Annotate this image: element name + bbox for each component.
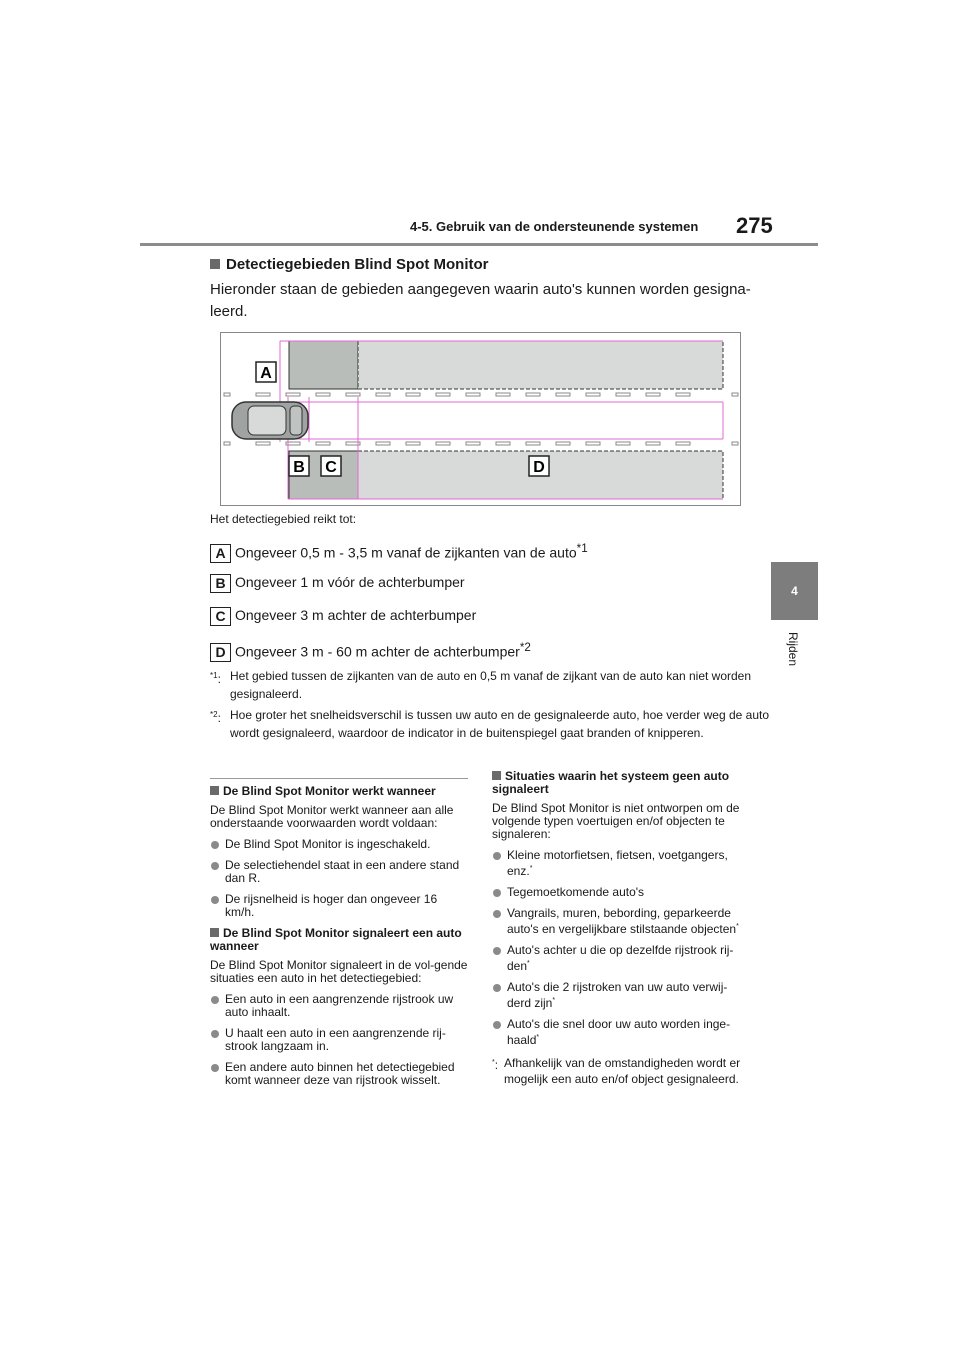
list-item: Een andere auto binnen het detectiegebied komt wanneer deze van rijstrook wisselt. — [210, 1061, 468, 1087]
key-item-c — [210, 605, 476, 625]
list-item: Tegemoetkomende auto's — [492, 886, 750, 899]
key-item-b — [210, 572, 465, 592]
section-heading: De Blind Spot Monitor werkt wanneer — [210, 785, 468, 798]
square-bullet-icon — [210, 259, 220, 269]
detection-area-figure — [220, 332, 741, 506]
left-column — [210, 785, 468, 1095]
key-letter: A — [210, 544, 231, 563]
list-item: De Blind Spot Monitor is ingeschakeld. — [210, 838, 468, 851]
key-letter: C — [210, 607, 231, 626]
intro-text: Hieronder staan de gebieden aangegeven waarin auto's kunnen worden gesigna-leerd. — [210, 281, 751, 320]
footnote-mark: $^{*2}$: — [210, 710, 221, 725]
key-item-a — [210, 539, 588, 562]
footnote-text: Hoe groter het snelheidsverschil is tussen uw auto en de gesignaleerde auto, hoe verder weg de auto wordt gesignaleerd, waardoor de indicator in de buitenspiegel gaat branden of knipperen. — [230, 708, 770, 740]
header-rule — [140, 243, 818, 246]
square-bullet-icon — [210, 786, 219, 795]
figure-caption: Het detectiegebied reikt tot: — [210, 512, 357, 526]
chapter-tab[interactable]: 4 — [771, 562, 818, 620]
list-item: Auto's achter u die op dezelfde rijstrook rij-den* — [492, 944, 750, 973]
key-letter: B — [210, 574, 231, 593]
main-heading — [210, 256, 489, 273]
key-text: Ongeveer 3 m - 60 m achter de achterbumper — [235, 643, 520, 660]
label-d: D — [533, 459, 545, 476]
section-paragraph: De Blind Spot Monitor werkt wanneer aan alle onderstaande voorwaarden wordt voldaan: — [210, 803, 454, 830]
list-item: De selectiehendel staat in een andere stand dan R. — [210, 859, 468, 885]
square-bullet-icon — [210, 928, 219, 937]
main-heading-text: Detectiegebieden Blind Spot Monitor — [226, 256, 489, 273]
label-c: C — [325, 459, 337, 476]
zone-top-far — [358, 341, 723, 389]
list-item: Vangrails, muren, bebording, geparkeerde auto's en vergelijkbare stilstaande objecten* — [492, 907, 750, 936]
square-bullet-icon — [492, 771, 501, 780]
list-item: Een auto in een aangrenzende rijstrook uw auto inhaalt. — [210, 993, 468, 1019]
car-icon — [232, 402, 308, 439]
section-heading: De Blind Spot Monitor signaleert een auto wanneer — [210, 926, 462, 953]
footnote-1 — [210, 667, 770, 703]
list-item: De rijsnelheid is hoger dan ongeveer 16 km/h. — [210, 893, 468, 919]
key-text: Ongeveer 1 m vóór de achterbumper — [235, 574, 465, 590]
section-title: 4-5. Gebruik van de ondersteunende systemen — [410, 219, 699, 234]
section-paragraph: De Blind Spot Monitor signaleert in de vol-gende situaties een auto in het detectiegebied: — [210, 958, 468, 985]
column-footnote: *: Afhankelijk van de omstandigheden wordt er mogelijk een auto en/of object gesignaleerd. — [492, 1056, 741, 1086]
key-text: Ongeveer 0,5 m - 3,5 m vanaf de zijkanten van de auto — [235, 544, 577, 561]
list-item: Auto's die snel door uw auto worden inge-haald* — [492, 1018, 750, 1047]
chapter-label: Rijden — [786, 632, 800, 667]
label-a: A — [260, 365, 272, 382]
key-sup: *2 — [519, 641, 531, 654]
label-b: B — [293, 459, 305, 476]
right-column — [492, 770, 750, 1087]
key-text: Ongeveer 3 m achter de achterbumper — [235, 607, 477, 623]
key-letter: D — [210, 643, 231, 662]
list-item: U haalt een auto in een aangrenzende rij-strook langzaam in. — [210, 1027, 468, 1053]
key-item-d — [210, 638, 531, 661]
footnote-mark: $^{*1}$: — [210, 671, 221, 686]
section-paragraph: De Blind Spot Monitor is niet ontworpen om de volgende typen voertuigen en/of objecten te signaleren: — [492, 801, 740, 841]
key-sup: *1 — [576, 542, 588, 555]
list-item: Kleine motorfietsen, fietsen, voetgangers, enz.* — [492, 849, 750, 878]
page-number: 275 — [736, 213, 773, 238]
column-divider — [210, 778, 468, 779]
section-heading: Situaties waarin het systeem geen auto signaleert — [492, 769, 730, 796]
footnote-2 — [210, 706, 770, 742]
zone-top-near — [289, 341, 358, 389]
footnote-text: Het gebied tussen de zijkanten van de auto en 0,5 m vanaf de zijkant van de auto kan niet worden gesignaleerd. — [230, 669, 752, 701]
list-item: Auto's die 2 rijstroken van uw auto verwij-derd zijn* — [492, 981, 750, 1010]
